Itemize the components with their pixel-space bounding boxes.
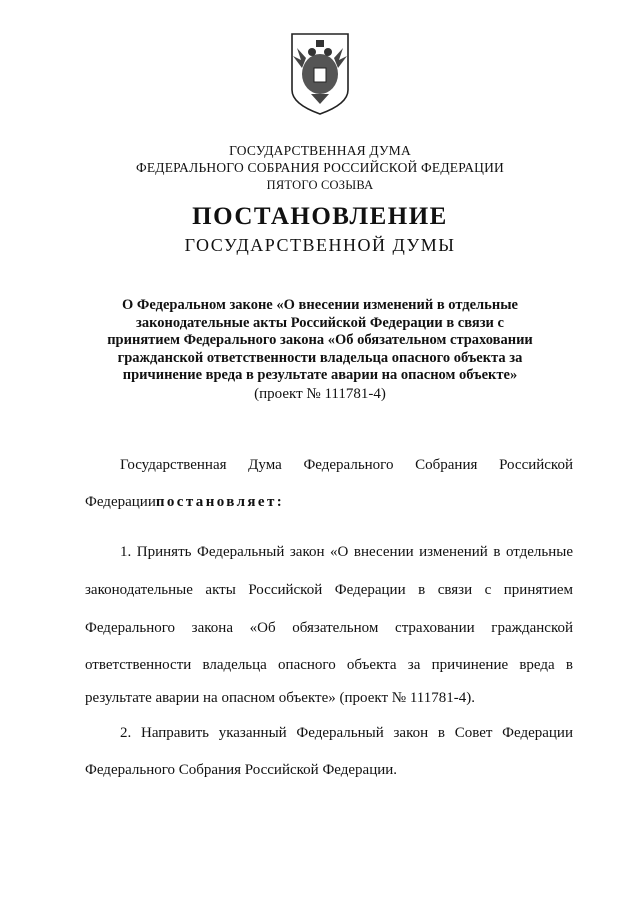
preamble-line-1: Государственная Дума Федерального Собрания Российской (120, 457, 573, 473)
resolves-keyword: постановляет: (155, 494, 285, 510)
project-number: (проект № 111781-4) (254, 386, 386, 402)
subject-line: законодательные акты Российской Федерации в связи с (136, 314, 504, 331)
convocation: ПЯТОГО СОЗЫВА (266, 178, 374, 192)
item-1-line: Федерального закона «Об обязательном страховании гражданской (85, 620, 573, 636)
item-1-line: ответственности владельца опасного объекта за причинение вреда в (85, 657, 573, 673)
subject-line: О Федеральном законе «О внесении изменений в отдельные (122, 297, 518, 313)
subject-line: принятием Федерального закона «Об обязательном страховании (107, 332, 533, 348)
document-subtitle: ГОСУДАРСТВЕННОЙ ДУМЫ (184, 235, 456, 255)
preamble-line-2 (85, 493, 573, 511)
item-1-line: законодательные акты Российской Федерации в связи с принятием (85, 582, 573, 598)
org-line-2: ФЕДЕРАЛЬНОГО СОБРАНИЯ РОССИЙСКОЙ ФЕДЕРАЦИИ (136, 160, 504, 175)
org-line-1: ГОСУДАРСТВЕННАЯ ДУМА (229, 143, 411, 158)
subject-line: причинение вреда в результате аварии на опасном объекте» (122, 367, 518, 383)
item-1-line: результате аварии на опасном объекте» (проект № 111781-4). (85, 690, 475, 706)
item-2-line: Федерального Собрания Российской Федерации. (85, 762, 398, 778)
item-1-line: 1. Принять Федеральный закон «О внесении изменений в отдельные (120, 544, 573, 560)
document-title: ПОСТАНОВЛЕНИЕ (192, 203, 448, 230)
subject-line: гражданской ответственности владельца опасного объекта за (117, 349, 523, 366)
state-emblem-icon (289, 30, 351, 116)
subject-block (100, 297, 540, 385)
item-2-line: 2. Направить указанный Федеральный закон в Совет Федерации (120, 725, 573, 741)
preamble-text: Федерации (85, 494, 156, 510)
